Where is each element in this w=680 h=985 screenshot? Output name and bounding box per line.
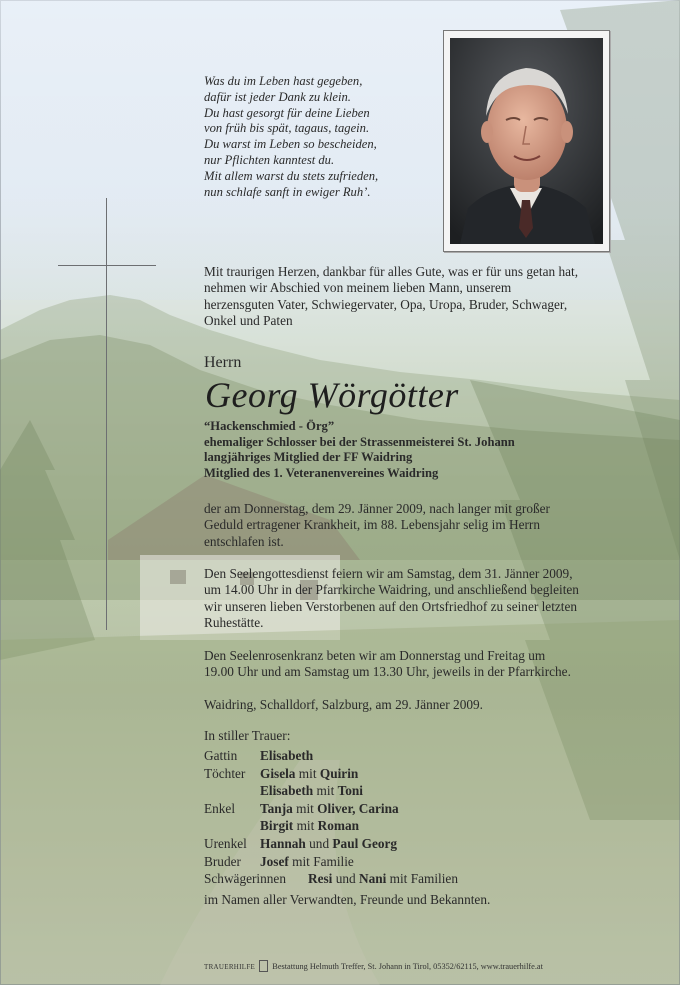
poem-line: nun schlafe sanft in ewiger Ruh’. <box>204 184 371 199</box>
mourner-connector: mit Familie <box>288 853 354 869</box>
poem-line: nur Pflichten kanntest du. <box>204 152 335 167</box>
detail-line: “Hackenschmied - Örg” <box>204 419 335 433</box>
mourner-connector: mit <box>313 783 338 799</box>
death-line: entschlafen ist. <box>204 533 284 549</box>
mourner-name: Resi <box>308 871 333 887</box>
memorial-poem <box>204 74 434 200</box>
mourner-name: Paul Georg <box>332 835 398 851</box>
funeral-paragraph <box>204 566 579 632</box>
rosary-line: 19.00 Uhr und am Samstag um 13.30 Uhr, jeweils in der Pfarrkirche. <box>204 664 571 680</box>
mourner-name: Elisabeth <box>260 748 314 763</box>
closing-text: im Namen aller Verwandten, Freunde und Bekannten. <box>204 892 491 907</box>
mourner-name: Tanja <box>260 800 293 816</box>
mourner-name: Birgit <box>260 818 294 834</box>
mourner-name: Nani <box>358 871 387 887</box>
mourner-names <box>260 765 358 783</box>
mourner-name: Gisela <box>260 765 296 781</box>
deceased-details <box>204 419 515 481</box>
funeral-line: wir unseren lieben Verstorbenen auf den Ortsfriedhof zu seiner letzten <box>204 598 578 614</box>
death-line: der am Donnerstag, dem 29. Jänner 2009, nach langer mit großer <box>204 501 550 516</box>
rosary-line: Den Seelenrosenkranz beten wir am Donnerstag und Freitag um <box>204 648 546 663</box>
mourner-names <box>260 800 399 818</box>
mourner-name: Quirin <box>319 765 359 781</box>
funeral-line: Ruhestätte. <box>204 615 264 631</box>
mourner-relation: Urenkel <box>204 835 247 851</box>
mourner-names <box>260 782 363 800</box>
mourner-name: Toni <box>337 783 363 799</box>
detail-line: ehemaliger Schlosser bei der Strassenmeisterei St. Johann <box>204 434 515 449</box>
poem-line: Mit allem warst du stets zufrieden, <box>204 168 379 183</box>
trauerhilfe-logo-icon <box>259 960 268 972</box>
mourner-name: Elisabeth <box>260 783 314 799</box>
mourner-name: Roman <box>317 818 360 834</box>
mourning-heading-text: In stiller Trauer: <box>204 728 291 743</box>
footer-text: Bestattung Helmuth Treffer, St. Johann in Tirol, 05352/62115, www.trauerhilfe.at <box>272 961 543 971</box>
mourner-name: Oliver, Carina <box>317 800 399 816</box>
death-paragraph <box>204 501 550 550</box>
cross-vertical-bar <box>106 198 107 630</box>
intro-line: herzensguten Vater, Schwiegervater, Opa, Uropa, Bruder, Schwager, <box>204 296 568 312</box>
poem-line: Was du im Leben hast gegeben, <box>204 74 363 88</box>
mourner-names <box>308 870 458 888</box>
poem-line: von früh bis spät, tagaus, tagein. <box>204 121 370 136</box>
mourner-relation: Schwägerinnen <box>204 871 286 887</box>
mourner-name: Josef <box>260 853 289 869</box>
mourner-connector: und <box>305 835 333 851</box>
place-date <box>204 697 483 713</box>
mourner-relation: Töchter <box>204 765 246 781</box>
footer-brand: TRAUERHILFE <box>204 962 256 971</box>
mourner-connector: mit <box>295 765 320 781</box>
mourner-names <box>260 817 359 835</box>
mourner-connector: und <box>332 871 359 887</box>
mourner-connector: mit <box>292 800 318 816</box>
death-line: Geduld ertragener Krankheit, im 88. Lebensjahr selig im Herrn <box>204 517 540 533</box>
deceased-name: Georg Wörgötter <box>205 375 459 415</box>
mourner-relation: Bruder <box>204 853 241 869</box>
poem-line: Du hast gesorgt für deine Lieben <box>204 105 370 120</box>
mourner-connector: mit <box>293 818 318 834</box>
intro-line: nehmen wir Abschied von meinem lieben Mann, unserem <box>204 280 512 296</box>
closing-line <box>204 892 490 908</box>
mourner-names <box>260 853 354 871</box>
intro-paragraph <box>204 264 578 330</box>
mourning-heading <box>204 728 290 744</box>
mourner-names <box>260 835 397 853</box>
funeral-line: um 14.00 Uhr in der Pfarrkirche Waidring, und anschließend begleiten <box>204 582 579 598</box>
rosary-paragraph <box>204 648 571 681</box>
mourner-relation: Gattin <box>204 748 238 763</box>
intro-line: Mit traurigen Herzen, dankbar für alles Gute, was er für uns getan hat, <box>204 264 579 279</box>
mourner-connector: mit Familien <box>386 871 458 887</box>
mourner-relation: Enkel <box>204 800 236 816</box>
salutation: Herrn <box>204 354 242 371</box>
portrait-frame <box>443 30 610 252</box>
poem-line: dafür ist jeder Dank zu klein. <box>204 89 351 104</box>
poem-line: Du warst im Leben so bescheiden, <box>204 137 377 152</box>
detail-line: Mitglied des 1. Veteranenvereines Waidring <box>204 465 439 480</box>
intro-line: Onkel und Paten <box>204 313 293 329</box>
mourner-name: Hannah <box>260 835 306 851</box>
cross-horizontal-bar <box>58 265 156 266</box>
portrait-photo <box>450 38 603 244</box>
funeral-line: Den Seelengottesdienst feiern wir am Samstag, dem 31. Jänner 2009, <box>204 566 573 581</box>
footer <box>204 961 543 973</box>
place-date-text: Waidring, Schalldorf, Salzburg, am 29. Jänner 2009. <box>204 697 483 712</box>
detail-line: langjähriges Mitglied der FF Waidring <box>204 450 413 465</box>
mourner-names <box>260 747 313 765</box>
